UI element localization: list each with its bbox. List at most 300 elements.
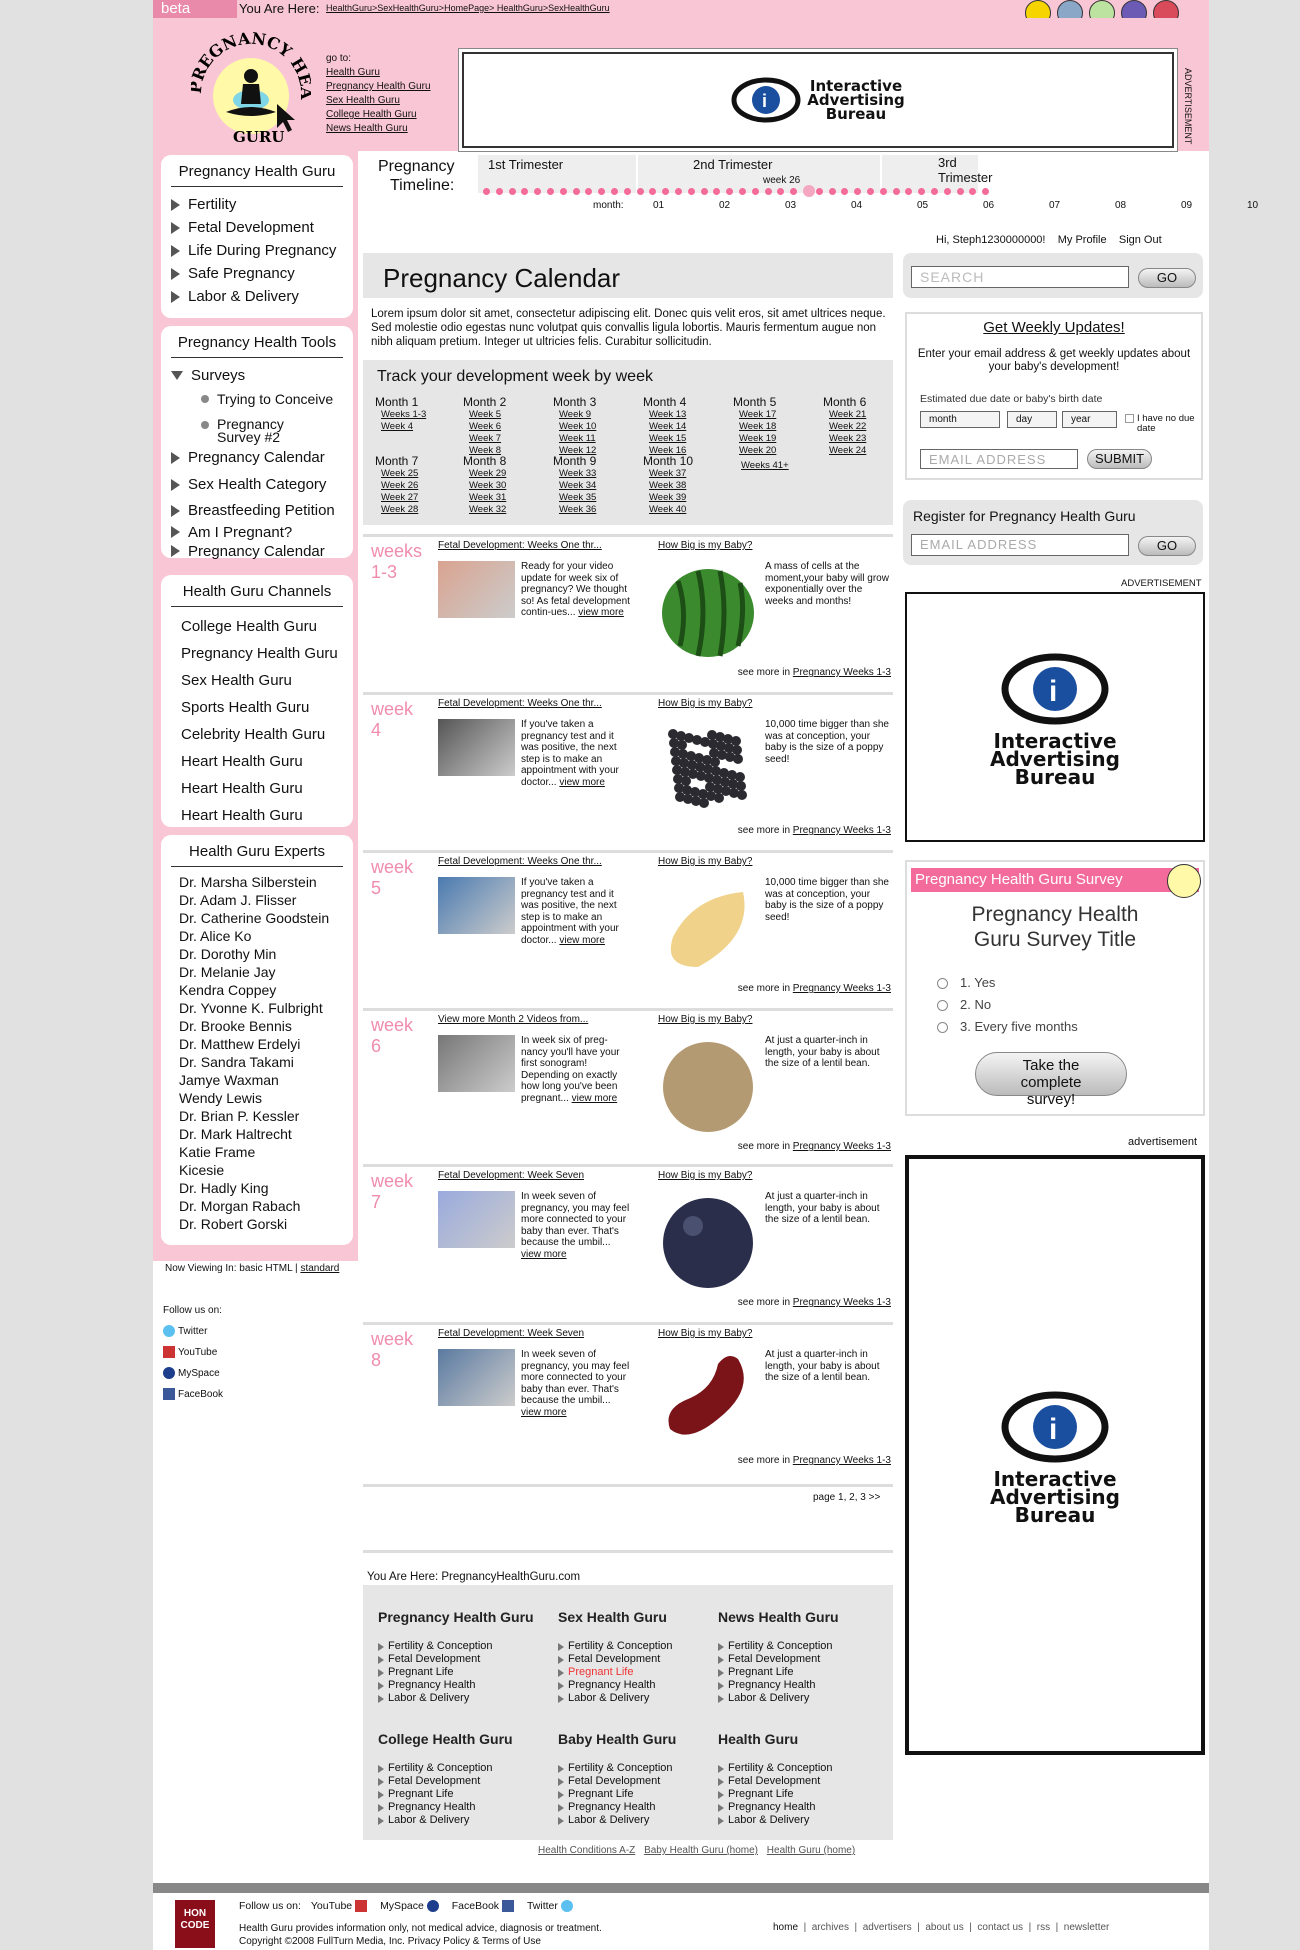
arrow-icon <box>171 452 180 464</box>
sitemap-link[interactable] <box>718 1762 833 1775</box>
week-dot[interactable] <box>573 188 580 195</box>
week-link[interactable]: Week 40 <box>649 504 687 515</box>
video-title-link[interactable]: View more Month 2 Videos from... <box>438 1014 589 1025</box>
advertisement-label: ADVERTISEMENT <box>1121 578 1202 589</box>
myspace-link[interactable] <box>380 1900 442 1912</box>
sitemap-link[interactable] <box>378 1692 534 1705</box>
week-link[interactable]: Week 26 <box>381 480 419 491</box>
sitemap-link[interactable] <box>378 1788 513 1801</box>
sitemap-link[interactable] <box>558 1762 676 1775</box>
baby-size-link[interactable]: How Big is my Baby? <box>658 1014 753 1025</box>
sitemap-link[interactable] <box>378 1762 513 1775</box>
timeline-month[interactable]: 10 <box>1247 200 1259 211</box>
bottom-link[interactable]: Baby Health Guru (home) <box>644 1845 759 1856</box>
week-link[interactable]: Week 38 <box>649 480 687 491</box>
sidebar-item[interactable] <box>171 498 343 523</box>
footer-nav-link[interactable]: advertisers <box>862 1922 912 1933</box>
sidebar-item-label: Breastfeeding Petition <box>188 502 335 519</box>
week-dot[interactable] <box>560 188 567 195</box>
week-link[interactable]: Week 22 <box>829 421 867 432</box>
bottom-link[interactable]: Health Conditions A-Z <box>538 1845 636 1856</box>
search-go-button[interactable]: GO <box>1138 268 1196 288</box>
sitemap-link[interactable] <box>378 1653 534 1666</box>
sitemap-link[interactable] <box>378 1814 513 1827</box>
video-title-link[interactable]: Fetal Development: Week Seven <box>438 1170 585 1181</box>
sitemap-link[interactable] <box>558 1788 676 1801</box>
sitemap-title[interactable]: News Health Guru <box>718 1609 839 1625</box>
divider <box>363 1550 893 1553</box>
sitemap-link[interactable] <box>558 1814 676 1827</box>
week-dot[interactable] <box>726 188 733 195</box>
week-link[interactable]: Week 20 <box>739 445 777 456</box>
expert-link[interactable]: Dr. Brian P. Kessler <box>179 1108 300 1124</box>
iab-logo-icon <box>1000 649 1110 729</box>
week-dot[interactable] <box>521 188 528 195</box>
footer-nav-link[interactable]: newsletter <box>1063 1922 1110 1933</box>
channel-link[interactable]: Heart Health Guru <box>181 753 303 770</box>
sitemap-link[interactable] <box>718 1814 833 1827</box>
sitemap-link-label: Fetal Development <box>388 1775 481 1787</box>
footer-nav-link[interactable]: archives <box>811 1922 849 1933</box>
social-label: MySpace <box>178 1368 220 1379</box>
sitemap-link[interactable] <box>378 1679 534 1692</box>
week-dot[interactable] <box>905 188 912 195</box>
week-link[interactable]: Week 39 <box>649 492 687 503</box>
week-link[interactable]: Week 27 <box>381 492 419 503</box>
sidebar-item[interactable] <box>171 471 343 498</box>
week-dot[interactable] <box>944 188 951 195</box>
day-select[interactable] <box>1007 411 1057 428</box>
trimester-3[interactable]: 3rd Trimester <box>938 155 993 185</box>
week-dot[interactable] <box>893 188 900 195</box>
hon-code-badge[interactable]: HON CODE <box>175 1900 215 1948</box>
channel-link[interactable]: College Health Guru <box>181 618 317 635</box>
sitemap-link[interactable] <box>378 1801 513 1814</box>
week-link[interactable]: Week 12 <box>559 445 597 456</box>
week-link[interactable]: Week 6 <box>469 421 502 432</box>
email-input[interactable]: EMAIL ADDRESS <box>920 449 1078 469</box>
facebook-link[interactable] <box>163 1384 223 1405</box>
twitter-link[interactable] <box>527 1900 576 1912</box>
submit-button[interactable]: SUBMIT <box>1087 449 1152 469</box>
expert-link[interactable]: Dr. Yvonne K. Fulbright <box>179 1000 323 1016</box>
expert-link[interactable]: Dr. Brooke Bennis <box>179 1018 292 1034</box>
week-dot[interactable] <box>534 188 541 195</box>
week-dot[interactable] <box>969 188 976 195</box>
week-dot[interactable] <box>611 188 618 195</box>
sitemap-link[interactable] <box>718 1775 833 1788</box>
week-dot[interactable] <box>918 188 925 195</box>
month-group <box>733 395 776 457</box>
week-dot[interactable] <box>739 188 746 195</box>
svg-text:i: i <box>762 91 768 111</box>
lentil-image[interactable] <box>658 1035 758 1135</box>
see-more-link[interactable]: Pregnancy Weeks 1-3 <box>792 1141 891 1152</box>
box-title: Health Guru Experts <box>171 839 343 867</box>
timeline-week-dots[interactable] <box>483 188 983 198</box>
year-select[interactable] <box>1062 411 1117 428</box>
goto-links <box>326 52 431 136</box>
goto-link[interactable]: Pregnancy Health Guru <box>326 81 431 92</box>
sitemap-link[interactable] <box>718 1801 833 1814</box>
week-link[interactable]: Week 7 <box>469 433 502 444</box>
sitemap-link[interactable] <box>378 1666 534 1679</box>
sitemap-link[interactable] <box>558 1775 676 1788</box>
bottom-link[interactable]: Health Guru (home) <box>766 1845 856 1856</box>
youtube-link[interactable] <box>163 1342 223 1363</box>
week-dot[interactable] <box>854 188 861 195</box>
header <box>153 18 1209 151</box>
week-dot[interactable] <box>829 188 836 195</box>
footer-nav-link[interactable]: home <box>773 1922 799 1933</box>
expert-link[interactable]: Jamye Waxman <box>179 1072 279 1088</box>
week-link[interactable]: Weeks 1-3 <box>381 409 427 420</box>
blueberry-image[interactable] <box>658 1191 758 1291</box>
channel-link[interactable]: Pregnancy Health Guru <box>181 645 338 662</box>
sidebar-item-safe[interactable] <box>171 262 343 285</box>
sitemap-link[interactable] <box>718 1666 839 1679</box>
take-survey-button[interactable]: Take the complete survey! <box>975 1052 1127 1096</box>
week-dot[interactable] <box>957 188 964 195</box>
week-link[interactable]: Week 25 <box>381 468 419 479</box>
breadcrumb[interactable]: HealthGuru>SexHealthGuru>HomePage> HealthGuru>SexHealthGuru <box>326 3 610 13</box>
month-group <box>643 454 693 516</box>
trimester-1[interactable]: 1st Trimester <box>488 157 564 172</box>
week-link[interactable]: Week 9 <box>559 409 592 420</box>
week-link[interactable]: Week 11 <box>559 433 596 444</box>
video-summary <box>521 719 631 788</box>
week-link[interactable]: Week 33 <box>559 468 597 479</box>
week-link[interactable]: Week 17 <box>739 409 777 420</box>
week-dot[interactable] <box>816 188 823 195</box>
video-thumbnail[interactable] <box>438 1191 515 1248</box>
week-dot[interactable] <box>777 188 784 195</box>
beta-badge: beta <box>153 0 237 18</box>
week-dot[interactable] <box>803 185 815 197</box>
sitemap-link-label: Labor & Delivery <box>568 1814 650 1826</box>
expert-link[interactable]: Dr. Catherine Goodstein <box>179 910 330 926</box>
view-more-link[interactable]: view more <box>571 1092 618 1104</box>
timeline-month[interactable]: 03 <box>785 200 797 211</box>
week-tracker <box>363 360 893 525</box>
sidebar-item[interactable] <box>171 523 343 541</box>
week-dot[interactable] <box>931 188 938 195</box>
channel-link[interactable]: Heart Health Guru <box>181 780 303 797</box>
see-more-link[interactable]: Pregnancy Weeks 1-3 <box>792 1455 891 1466</box>
week-dot[interactable] <box>509 188 516 195</box>
video-thumbnail[interactable] <box>438 561 515 618</box>
register-email-input[interactable]: EMAIL ADDRESS <box>911 534 1129 556</box>
see-more-link[interactable]: Pregnancy Weeks 1-3 <box>792 983 891 994</box>
channel-link[interactable]: Sex Health Guru <box>181 672 292 689</box>
baby-size-link[interactable]: How Big is my Baby? <box>658 856 753 867</box>
channel-link[interactable]: Heart Health Guru <box>181 807 303 824</box>
week-dot[interactable] <box>483 188 490 195</box>
video-title-link[interactable]: Fetal Development: Weeks One thr... <box>438 698 602 709</box>
view-more-link[interactable]: view more <box>559 934 605 946</box>
week-dot[interactable] <box>841 188 848 195</box>
timeline-month[interactable]: 08 <box>1115 200 1127 211</box>
week-dot[interactable] <box>547 188 554 195</box>
week-card <box>363 1322 893 1480</box>
sidebar-item-labor[interactable] <box>171 285 343 308</box>
week-dot[interactable] <box>752 188 759 195</box>
see-more-link[interactable]: Pregnancy Weeks 1-3 <box>792 667 891 678</box>
seed-image[interactable] <box>658 877 758 977</box>
week-dot[interactable] <box>765 188 772 195</box>
sitemap-column <box>378 1611 534 1705</box>
footer-nav-link[interactable]: rss <box>1036 1922 1051 1933</box>
expert-link[interactable]: Dr. Hadly King <box>179 1180 269 1196</box>
week-link[interactable]: Week 34 <box>559 480 597 491</box>
week-dot[interactable] <box>649 188 656 195</box>
pepper-image[interactable] <box>658 719 758 819</box>
sitemap-link-label: Pregnant Life <box>568 1666 634 1678</box>
week-link[interactable]: Week 30 <box>469 480 507 491</box>
expert-link[interactable]: Dr. Adam J. Flisser <box>179 892 297 908</box>
week-dot[interactable] <box>713 188 720 195</box>
week-dot[interactable] <box>790 188 797 195</box>
video-thumbnail[interactable] <box>438 877 515 934</box>
baby-size-link[interactable]: How Big is my Baby? <box>658 540 753 551</box>
see-more-link[interactable]: Pregnancy Weeks 1-3 <box>792 1297 891 1308</box>
week-dot[interactable] <box>585 188 592 195</box>
sitemap-link[interactable] <box>558 1640 673 1653</box>
week-link[interactable]: Week 24 <box>829 445 867 456</box>
video-title-link[interactable]: Fetal Development: Weeks One thr... <box>438 856 602 867</box>
week-link[interactable]: Week 10 <box>559 421 597 432</box>
view-more-link[interactable]: view more <box>521 1406 567 1418</box>
survey-option[interactable] <box>937 1016 1078 1038</box>
month-name: Month 7 <box>375 454 419 468</box>
sitemap-column <box>558 1733 676 1827</box>
sign-out-link[interactable]: Sign Out <box>1118 234 1162 246</box>
week-label-line: 6 <box>371 1036 382 1056</box>
expert-link[interactable]: Dr. Robert Gorski <box>179 1216 288 1232</box>
baby-size-link[interactable]: How Big is my Baby? <box>658 698 753 709</box>
sitemap-link[interactable] <box>718 1788 833 1801</box>
expert-link[interactable]: Katie Frame <box>179 1144 256 1160</box>
timeline-month[interactable]: 02 <box>719 200 731 211</box>
month-group <box>463 454 506 516</box>
expert-link[interactable]: Dr. Mark Haltrecht <box>179 1126 292 1142</box>
footer-nav-link[interactable]: about us <box>925 1922 964 1933</box>
week-dot[interactable] <box>496 188 503 195</box>
register-go-button[interactable]: GO <box>1138 536 1196 556</box>
sitemap-link[interactable] <box>558 1653 673 1666</box>
arrow-icon <box>558 1682 564 1690</box>
view-more-link[interactable]: view more <box>578 607 624 618</box>
expert-link[interactable]: Dr. Matthew Erdelyi <box>179 1036 301 1052</box>
user-greeting: Hi, Steph1230000000! <box>936 234 1046 246</box>
week-card <box>363 692 893 850</box>
week-link[interactable]: Week 32 <box>469 504 507 515</box>
goto-link[interactable]: Health Guru <box>326 67 380 78</box>
survey-option[interactable] <box>937 994 1078 1016</box>
sitemap-link[interactable] <box>558 1666 673 1679</box>
sidebar-item[interactable] <box>171 541 343 561</box>
week-link[interactable]: Week 29 <box>469 468 507 479</box>
summary-text: Ready for your video update for week six of pregnancy? We thought so! As fetal development contin-ues... <box>521 561 630 618</box>
register-box <box>903 500 1203 565</box>
expert-link[interactable]: Kendra Coppey <box>179 982 277 998</box>
month-name: Month 3 <box>553 395 597 409</box>
baby-size-link[interactable]: How Big is my Baby? <box>658 1328 753 1339</box>
timeline-month[interactable]: 04 <box>851 200 863 211</box>
site-logo[interactable] <box>191 24 311 149</box>
goto-link[interactable]: News Health Guru <box>326 123 408 134</box>
arrow-icon <box>378 1643 384 1651</box>
sitemap-link-label: Pregnant Life <box>388 1666 454 1678</box>
timeline-month[interactable]: 05 <box>917 200 929 211</box>
sidebar-subitem[interactable] <box>171 410 343 444</box>
sitemap-title[interactable]: Baby Health Guru <box>558 1731 677 1747</box>
week-link[interactable]: Week 4 <box>381 421 414 432</box>
sitemap-link[interactable] <box>378 1640 534 1653</box>
sitemap-link[interactable] <box>558 1679 673 1692</box>
skyscraper-ad[interactable] <box>905 1155 1205 1755</box>
see-more <box>738 983 891 994</box>
select-value: month <box>929 414 957 425</box>
week-dot[interactable] <box>637 188 644 195</box>
pregnancy-tools-box <box>161 326 353 558</box>
sitemap-link[interactable] <box>718 1679 839 1692</box>
week-link[interactable]: Weeks 41+ <box>741 460 789 471</box>
no-due-date-checkbox[interactable] <box>1125 414 1134 423</box>
sidebar-item-life[interactable] <box>171 239 343 262</box>
week-link[interactable]: Week 37 <box>649 468 687 479</box>
expert-link[interactable]: Wendy Lewis <box>179 1090 263 1106</box>
pager[interactable]: page 1, 2, 3 >> <box>813 1492 881 1503</box>
sitemap-link[interactable] <box>378 1775 513 1788</box>
expert-link[interactable]: Dr. Sandra Takami <box>179 1054 294 1070</box>
week-dot[interactable] <box>688 188 695 195</box>
week-link[interactable]: Week 5 <box>469 409 502 420</box>
page <box>153 0 1259 1950</box>
sidebar-item-fertility[interactable] <box>171 193 343 216</box>
sitemap-title[interactable]: College Health Guru <box>378 1731 513 1747</box>
week-link[interactable]: Week 14 <box>649 421 687 432</box>
myspace-link[interactable] <box>163 1363 223 1384</box>
week-link[interactable]: Week 23 <box>829 433 867 444</box>
video-thumbnail[interactable] <box>438 719 515 776</box>
month-select[interactable] <box>920 411 1000 428</box>
week-link[interactable]: Week 13 <box>649 409 687 420</box>
search-input[interactable]: SEARCH <box>911 266 1129 288</box>
expert-link[interactable]: Kicesie <box>179 1162 225 1178</box>
sitemap-link[interactable] <box>718 1640 839 1653</box>
divider <box>363 1484 893 1487</box>
footer-nav-link[interactable]: contact us <box>977 1922 1024 1933</box>
week-dot[interactable] <box>624 188 631 195</box>
view-more-link[interactable]: view more <box>521 1248 567 1260</box>
timeline-month[interactable]: 09 <box>1181 200 1193 211</box>
survey-option[interactable] <box>937 972 1078 994</box>
bean-image[interactable] <box>658 1349 758 1449</box>
week-label <box>371 857 413 899</box>
sitemap-link[interactable] <box>558 1801 676 1814</box>
twitter-link[interactable] <box>163 1321 223 1342</box>
sitemap-link[interactable] <box>558 1692 673 1705</box>
summary-text: In week seven of pregnancy, you may feel more connected to your baby than ever. That's because the umbil... <box>521 1191 630 1248</box>
week-link[interactable]: Week 16 <box>649 445 687 456</box>
week-dot[interactable] <box>982 188 989 195</box>
video-title-link[interactable]: Fetal Development: Weeks One thr... <box>438 540 602 551</box>
week-dot[interactable] <box>598 188 605 195</box>
arrow-icon <box>378 1682 384 1690</box>
week-dot[interactable] <box>880 188 887 195</box>
week-dot[interactable] <box>701 188 708 195</box>
video-summary <box>521 561 631 619</box>
week-link[interactable]: Week 15 <box>649 433 687 444</box>
week-link[interactable]: Week 18 <box>739 421 777 432</box>
sitemap-link[interactable] <box>718 1653 839 1666</box>
select-value: year <box>1071 414 1091 425</box>
expert-link[interactable]: Dr. Melanie Jay <box>179 964 276 980</box>
week-link[interactable]: Week 8 <box>469 445 502 456</box>
week-link[interactable]: Week 31 <box>469 492 507 503</box>
top-banner-ad[interactable] <box>458 48 1178 152</box>
expert-link[interactable]: Dr. Morgan Rabach <box>179 1198 301 1214</box>
goto-link[interactable]: College Health Guru <box>326 109 417 120</box>
expert-link[interactable]: Dr. Dorothy Min <box>179 946 277 962</box>
sitemap-title[interactable]: Sex Health Guru <box>558 1609 667 1625</box>
facebook-link[interactable] <box>452 1900 517 1912</box>
timeline-month[interactable]: 06 <box>983 200 995 211</box>
timeline-month[interactable]: 07 <box>1049 200 1061 211</box>
see-more-link[interactable]: Pregnancy Weeks 1-3 <box>792 825 891 836</box>
sidebar-item-surveys[interactable] <box>171 364 343 387</box>
see-more-label: see more in <box>737 1141 791 1152</box>
week-link[interactable]: Week 36 <box>559 504 597 515</box>
melon-image[interactable] <box>658 561 758 661</box>
sidebar-item-fetal[interactable] <box>171 216 343 239</box>
week-link[interactable]: Week 35 <box>559 492 597 503</box>
separator: | <box>798 1922 812 1933</box>
channel-link[interactable]: Sports Health Guru <box>181 699 310 716</box>
week-link[interactable]: Week 19 <box>739 433 777 444</box>
baby-size-link[interactable]: How Big is my Baby? <box>658 1170 753 1181</box>
standard-link[interactable]: standard <box>300 1263 340 1274</box>
my-profile-link[interactable]: My Profile <box>1057 234 1107 246</box>
sidebar-item-label: Fertility <box>188 196 237 213</box>
week-dot[interactable] <box>867 188 874 195</box>
sitemap-title[interactable]: Pregnancy Health Guru <box>378 1609 534 1625</box>
view-more-link[interactable]: view more <box>559 776 605 788</box>
video-title-link[interactable]: Fetal Development: Week Seven <box>438 1328 585 1339</box>
video-thumbnail[interactable] <box>438 1035 515 1092</box>
channel-link[interactable]: Celebrity Health Guru <box>181 726 326 743</box>
see-more <box>738 825 891 836</box>
sidebar-subitem[interactable] <box>171 387 343 410</box>
week-link[interactable]: Week 21 <box>829 409 867 420</box>
sitemap-link[interactable] <box>718 1692 839 1705</box>
side-ad[interactable] <box>905 592 1205 842</box>
sitemap-link-label: Pregnancy Health <box>568 1801 656 1813</box>
expert-link[interactable]: Dr. Alice Ko <box>179 928 252 944</box>
expert-link[interactable]: Dr. Marsha Silberstein <box>179 874 317 890</box>
sitemap-title[interactable]: Health Guru <box>718 1731 799 1747</box>
youtube-link[interactable] <box>311 1900 370 1912</box>
video-thumbnail[interactable] <box>438 1349 515 1406</box>
week-dot[interactable] <box>662 188 669 195</box>
goto-link[interactable]: Sex Health Guru <box>326 95 400 106</box>
week-dot[interactable] <box>675 188 682 195</box>
timeline-month[interactable]: 01 <box>653 200 665 211</box>
trimester-2[interactable]: 2nd Trimester <box>693 157 773 172</box>
sidebar-item[interactable] <box>171 444 343 471</box>
week-link[interactable]: Week 28 <box>381 504 419 515</box>
